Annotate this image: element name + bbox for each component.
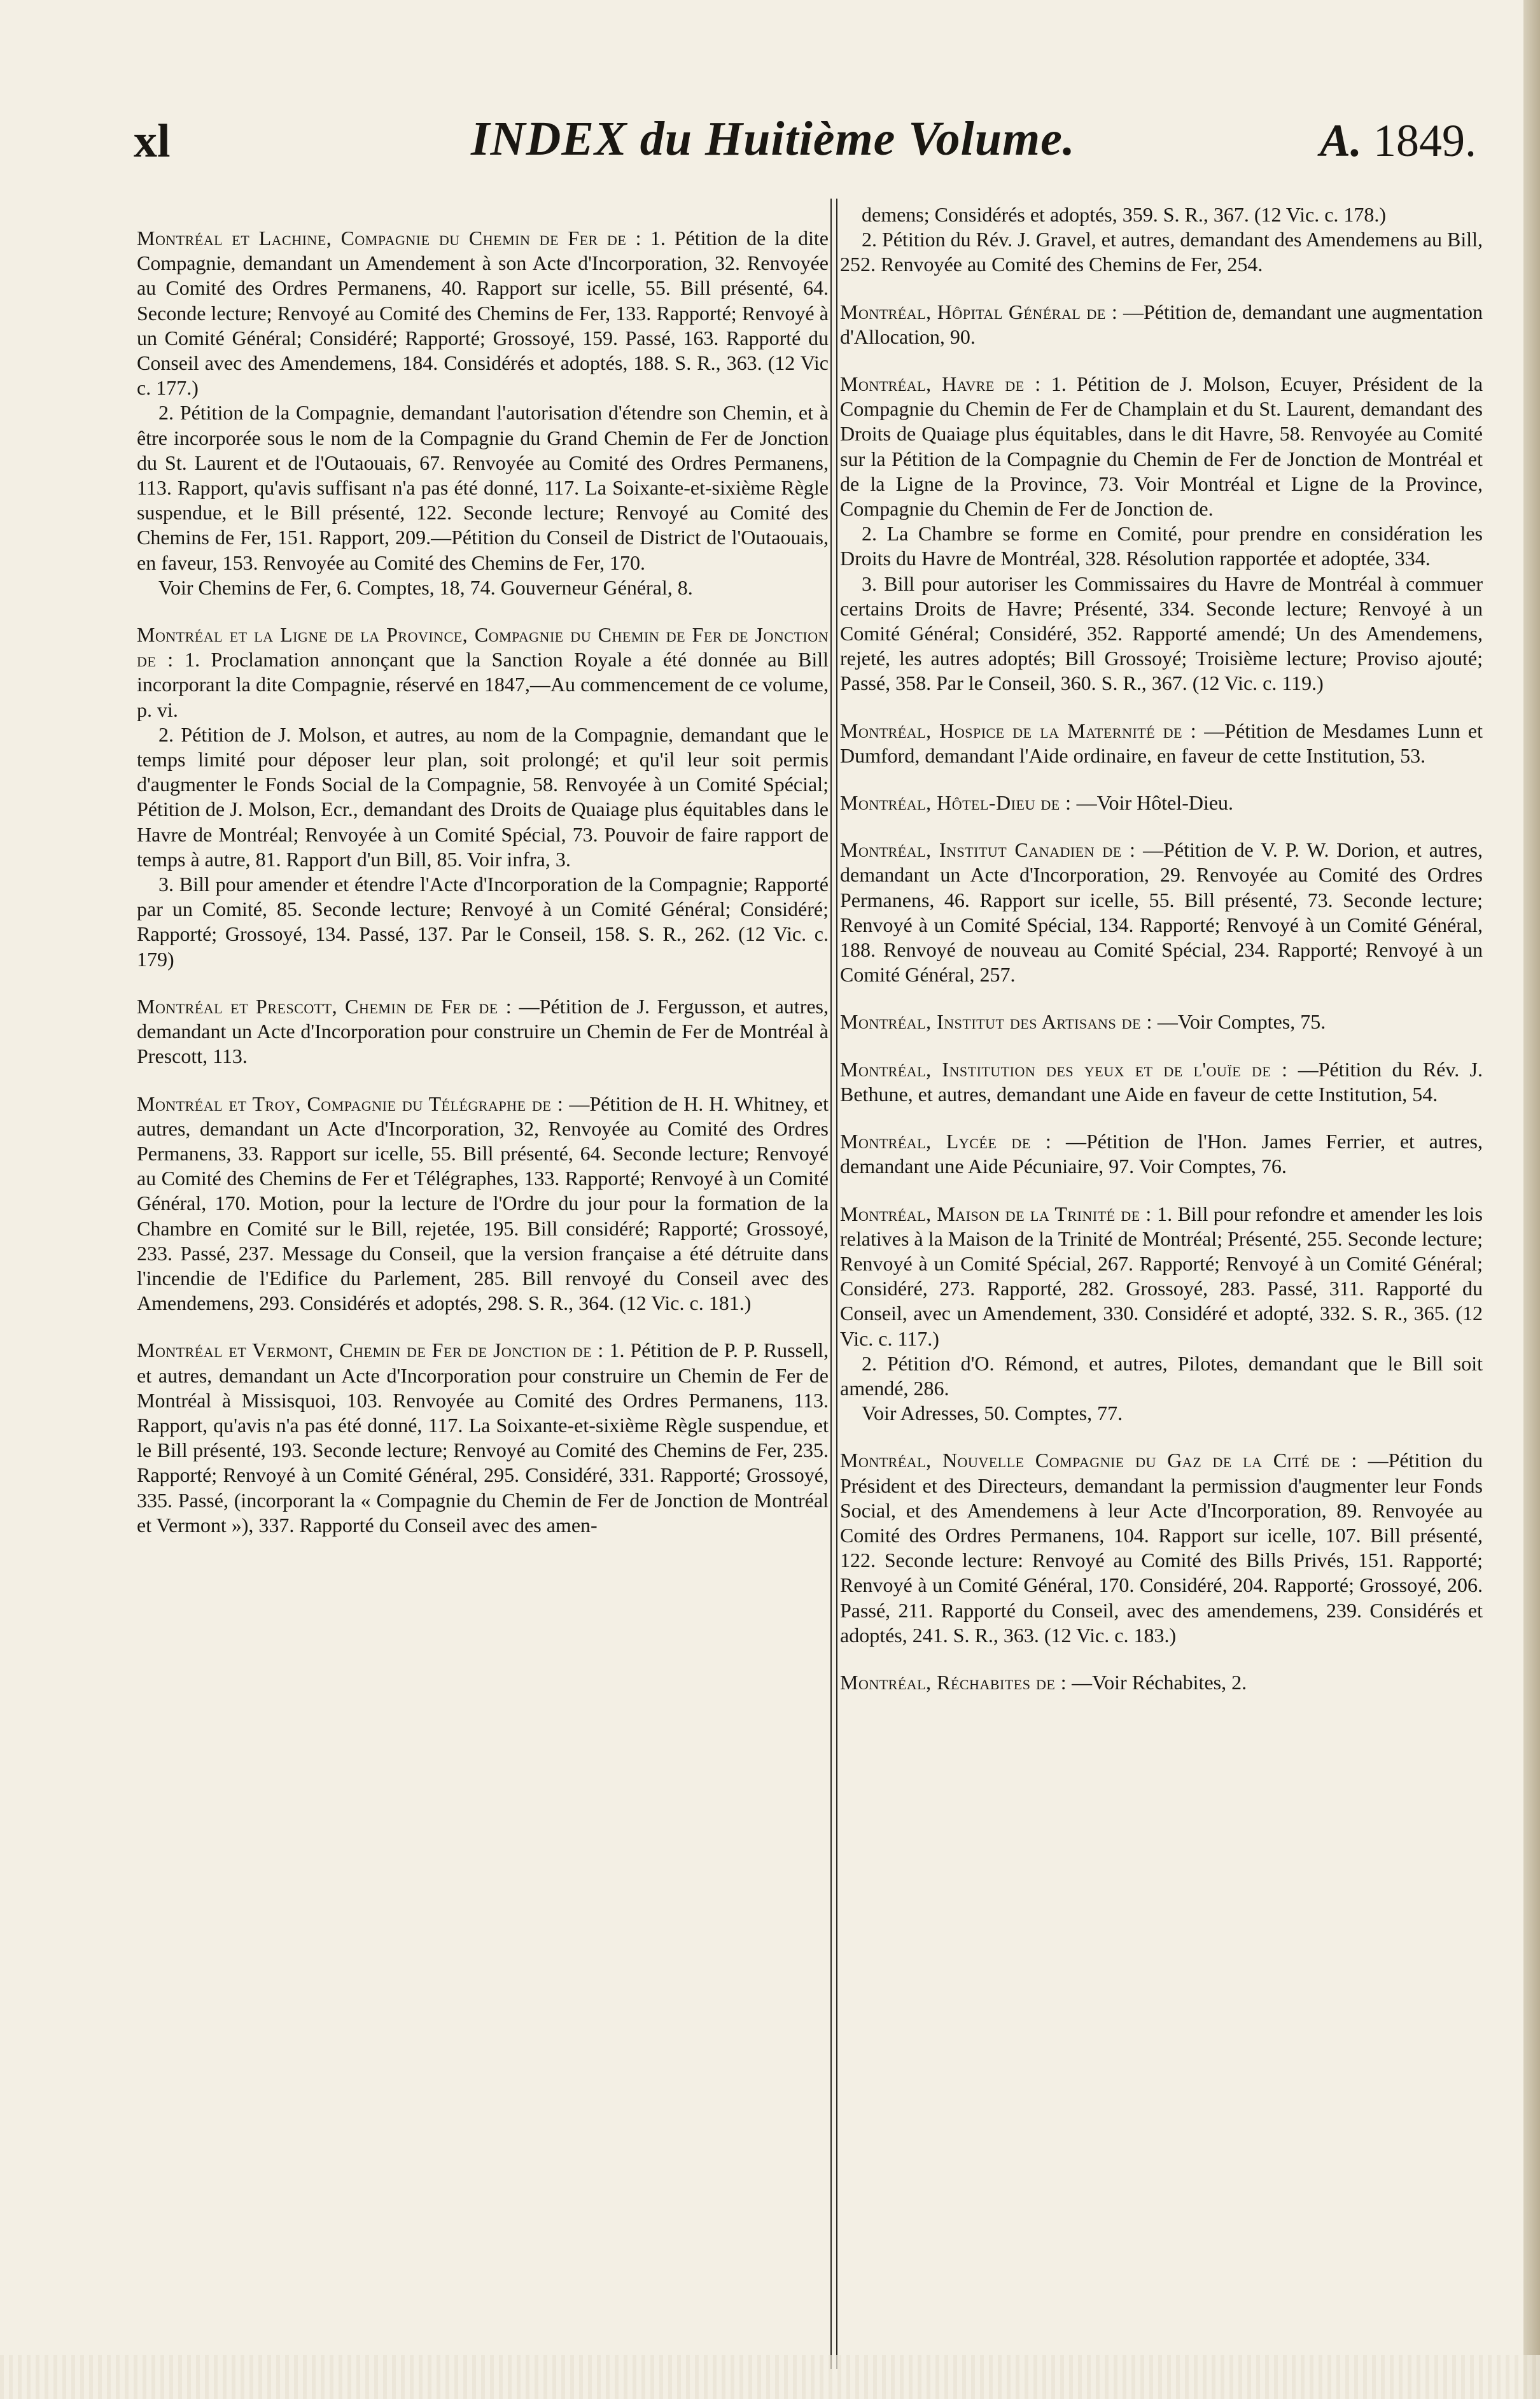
- entry-paragraph: [137, 1338, 829, 1538]
- entry-paragraph: [840, 372, 1483, 521]
- index-entry: [840, 1202, 1483, 1426]
- index-entry: [840, 1057, 1483, 1107]
- page-edge: [1523, 0, 1540, 2399]
- index-entry: [840, 1129, 1483, 1179]
- entry-paragraph: [840, 227, 1483, 277]
- entry-text: 1. Bill pour refondre et amender les lois relatives à la Maison de la Trinité de Montréal; Présenté, 255. Seconde lecture; Renvoyé à un Comité Spécial, 267. Rapporté; Renvoyé à un Comité Général; Considéré, 273. Rapporté, 282. Grossoyé, 283. Passé, 311. Rapporté du Conseil, avec un Amendement, 330. Considéré et adopté, 332. S. R., 365. (12 Vic. c. 117.): [840, 1202, 1483, 1350]
- entry-heading: Montréal, Institut Canadien de :: [840, 838, 1136, 862]
- entry-paragraph: [137, 872, 829, 972]
- entry-heading: Montréal et Troy, Compagnie du Télégraphe de :: [137, 1092, 564, 1115]
- entry-heading: Montréal, Hôtel-Dieu de :: [840, 791, 1072, 815]
- entry-text: 1. Pétition de J. Molson, Ecuyer, Président de la Compagnie du Chemin de Fer de Champlain et du St. Laurent, demandant des Droits de Quaiage plus équitables, dans le dit Havre, 58. Renvoyée au Comité sur la Pétition de la Compagnie du Chemin de Fer de Jonction de Montréal et de la Ligne de la Province, 73. Voir Montréal et Ligne de la Province, Compagnie du Chemin de Fer de Jonction de.: [840, 372, 1483, 521]
- index-entry: [840, 300, 1483, 349]
- entry-text: Voir Adresses, 50. Comptes, 77.: [862, 1402, 1123, 1425]
- entry-paragraph: [840, 202, 1483, 227]
- entry-paragraph: [840, 1057, 1483, 1107]
- entry-text: —Pétition du Président et des Directeurs, demandant la permission d'augmenter leur Fonds Social, et des Amendemens à leur Acte d'Incorporation, 89. Renvoyée au Comité des Ordres Permanens, 104. Rapport sur icelle, 107. Bill présenté, 122. Seconde lecture: Renvoyé au Comité des Bills Privés, 151. Rapporté; Renvoyé à un Comité Général, 170. Considéré, 204. Rapporté; Grossoyé, 206. Passé, 211. Rapporté du Conseil, avec des amendemens, 239. Considérés et adoptés, 241. S. R., 363. (12 Vic. c. 183.): [840, 1449, 1483, 1647]
- entry-text: —Voir Comptes, 75.: [1157, 1010, 1326, 1034]
- entry-heading: Montréal, Maison de la Trinité de :: [840, 1202, 1152, 1225]
- entry-text: —Voir Hôtel-Dieu.: [1076, 791, 1234, 815]
- entry-text: —Voir Réchabites, 2.: [1072, 1670, 1247, 1694]
- entry-text: 2. Pétition de la Compagnie, demandant l'autorisation d'étendre son Chemin, et à être incorporée sous le nom de la Compagnie du Grand Chemin de Fer de Jonction du St. Laurent et de l'Outaouais, 67. Renvoyée au Comité des Ordres Permanens, 113. Rapport, qu'avis suffisant n'a pas été donné, 117. La Soixante-et-sixième Règle suspendue, et le Bill présenté, 122. Seconde lecture; Renvoyé au Comité des Chemins de Fer, 151. Rapport, 209.—Pétition du Conseil de District de l'Outaouais, en faveur, 153. Renvoyée au Comité des Chemins de Fer, 170.: [137, 401, 829, 574]
- entry-heading: Montréal et la Ligne de la Province, Compagnie du Chemin de Fer de Jonction de :: [137, 623, 829, 672]
- entry-paragraph: [137, 226, 829, 400]
- year-prefix: A.: [1319, 115, 1362, 166]
- entry-heading: Montréal et Vermont, Chemin de Fer de Jonction de :: [137, 1339, 604, 1362]
- left-column: [137, 226, 829, 1560]
- entry-paragraph: [840, 1670, 1483, 1695]
- page-bottom-margin: [0, 2355, 1540, 2399]
- entry-paragraph: [840, 791, 1483, 815]
- entry-paragraph: [840, 521, 1483, 571]
- entry-paragraph: [137, 1092, 829, 1316]
- entry-text: 1. Pétition de la dite Compagnie, demandant un Amendement à son Acte d'Incorporation, 32. Renvoyée au Comité des Ordres Permanens, 40. Rapport sur icelle, 55. Bill présenté, 64. Seconde lecture; Renvoyé au Comité des Chemins de Fer, 133. Rapporté; Renvoyé à un Comité Général; Considéré; Rapporté; Grossoyé, 159. Passé, 163. Rapporté du Conseil avec des Amendemens, 184. Considérés et adoptés, 188. S. R., 363. (12 Vic c. 177.): [137, 227, 829, 400]
- entry-paragraph: [137, 994, 829, 1069]
- entry-text: Voir Chemins de Fer, 6. Comptes, 18, 74. Gouverneur Général, 8.: [158, 575, 693, 599]
- entry-text: —Pétition de V. P. W. Dorion, et autres, demandant un Acte d'Incorporation, 29. Renvoyée au Comité des Ordres Permanens, 46. Rapport sur icelle, 55. Bill présenté, 73. Seconde lecture; Renvoyé à un Comité Spécial, 134. Rapporté; Renvoyé à un Comité Général, 188. Renvoyé de nouveau au Comité Spécial, 234. Rapporté; Renvoyé à un Comité Général, 257.: [840, 838, 1483, 987]
- entry-text: —Pétition de l'Hon. James Ferrier, et autres, demandant une Aide Pécuniaire, 97. Voir Comptes, 76.: [840, 1130, 1483, 1178]
- entry-paragraph: [137, 722, 829, 872]
- entry-heading: Montréal, Réchabites de :: [840, 1670, 1067, 1694]
- entry-paragraph: [840, 1202, 1483, 1351]
- entry-paragraph: [840, 838, 1483, 987]
- entry-text: 2. La Chambre se forme en Comité, pour prendre en considération les Droits du Havre de Montréal, 328. Résolution rapportée et adoptée, 334.: [840, 522, 1483, 570]
- page-number: xl: [134, 115, 171, 167]
- entry-paragraph: [840, 300, 1483, 349]
- entry-text: —Pétition du Rév. J. Bethune, et autres, demandant une Aide en faveur de cette Institution, 54.: [840, 1057, 1483, 1106]
- index-entry: [840, 1670, 1483, 1695]
- entry-heading: Montréal et Lachine, Compagnie du Chemin de Fer de :: [137, 227, 642, 250]
- entry-text: —Pétition de J. Fergusson, et autres, demandant un Acte d'Incorporation pour construire un Chemin de Fer de Montréal à Prescott, 113.: [137, 994, 829, 1068]
- entry-paragraph: [840, 1010, 1483, 1034]
- index-entry: [840, 791, 1483, 815]
- entry-text: 2. Pétition du Rév. J. Gravel, et autres, demandant des Amendemens au Bill, 252. Renvoyée au Comité des Chemins de Fer, 254.: [840, 228, 1483, 276]
- entry-paragraph: [840, 1351, 1483, 1401]
- year-value: 1849.: [1373, 115, 1476, 166]
- index-entry: [137, 623, 829, 972]
- page-year: [1320, 115, 1476, 167]
- entry-heading: Montréal, Lycée de :: [840, 1130, 1052, 1153]
- entry-text: 1. Pétition de P. P. Russell, et autres, demandant un Acte d'Incorporation pour construire un Chemin de Fer de Montréal à Missisquoi, 103. Renvoyée au Comité des Ordres Permanens, 113. Rapport, qu'avis n'a pas été donné, 117. La Soixante-et-sixième Règle suspendue, et le Bill présenté, 193. Seconde lecture; Renvoyé au Comité des Chemins de Fer, 235. Rapporté; Renvoyé à un Comité Général, 295. Considéré, 331. Rapporté; Grossoyé, 335. Passé, (incorporant la « Compagnie du Chemin de Fer de Jonction de Montréal et Vermont »), 337. Rapporté du Conseil avec des amen-: [137, 1339, 829, 1537]
- index-entry: [840, 719, 1483, 768]
- entry-paragraph: [840, 1448, 1483, 1648]
- entry-paragraph: [840, 572, 1483, 696]
- entry-heading: Montréal, Institution des yeux et de l'ouïe de :: [840, 1057, 1288, 1081]
- index-entry: [137, 1092, 829, 1316]
- entry-text: —Pétition de H. H. Whitney, et autres, demandant un Acte d'Incorporation, 32, Renvoyée au Comité des Ordres Permanens, 33. Rapport sur icelle, 55. Bill présenté, 64. Seconde lecture; Renvoyé au Comité des Chemins de Fer et Télégraphes, 133. Rapporté; Renvoyé à un Comité Général, 170. Motion, pour la lecture de l'Ordre du jour pour la formation de la Chambre en Comité sur le Bill, rejetée, 195. Bill considéré; Rapporté; Grossoyé, 233. Passé, 237. Message du Conseil, que la version française a été détruite dans l'incendie de l'Edifice du Parlement, 285. Bill renvoyé du Conseil avec des Amendemens, 293. Considérés et adoptés, 298. S. R., 364. (12 Vic. c. 181.): [137, 1092, 829, 1315]
- index-entry: [840, 1448, 1483, 1648]
- index-entry: [840, 1010, 1483, 1034]
- entry-paragraph: [137, 575, 829, 600]
- entry-paragraph: [137, 400, 829, 575]
- right-column: [840, 202, 1483, 1717]
- entry-paragraph: [840, 1401, 1483, 1426]
- entry-text: 2. Pétition d'O. Rémond, et autres, Pilotes, demandant que le Bill soit amendé, 286.: [840, 1351, 1483, 1400]
- entry-heading: Montréal, Havre de :: [840, 372, 1041, 396]
- index-entry: [840, 372, 1483, 696]
- index-entry: [840, 838, 1483, 987]
- entry-text: 3. Bill pour amender et étendre l'Acte d'Incorporation de la Compagnie; Rapporté par un Comité, 85. Seconde lecture; Renvoyé à un Comité Général; Considéré; Rapporté; Grossoyé, 134. Passé, 137. Par le Conseil, 158. S. R., 262. (12 Vic. c. 179): [137, 873, 829, 971]
- entry-heading: Montréal, Hôpital Général de :: [840, 300, 1118, 323]
- index-entry: [137, 994, 829, 1069]
- entry-text: demens; Considérés et adoptés, 359. S. R., 367. (12 Vic. c. 178.): [862, 203, 1387, 226]
- entry-text: 2. Pétition de J. Molson, et autres, au nom de la Compagnie, demandant que le temps limité pour déposer leur plan, soit prolongé; et qu'il leur soit permis d'augmenter le Fonds Social de la Compagnie, 58. Renvoyée à un Comité Spécial; Pétition de J. Molson, Ecr., demandant des Droits de Quaiage plus équitables dans le Havre de Montréal; Renvoyée à un Comité Spécial, 73. Pouvoir de faire rapport de temps à autre, 81. Rapport d'un Bill, 85. Voir infra, 3.: [137, 722, 829, 871]
- entry-text: —Pétition de, demandant une augmentation d'Allocation, 90.: [840, 300, 1483, 348]
- entry-heading: Montréal et Prescott, Chemin de Fer de :: [137, 994, 512, 1018]
- index-entry: [840, 202, 1483, 278]
- entry-heading: Montréal, Institut des Artisans de :: [840, 1010, 1152, 1034]
- page-header: [134, 108, 1476, 178]
- entry-paragraph: [840, 1129, 1483, 1179]
- index-entry: [137, 1338, 829, 1538]
- entry-text: —Pétition de Mesdames Lunn et Dumford, demandant l'Aide ordinaire, en faveur de cette Institution, 53.: [840, 719, 1483, 767]
- entry-heading: Montréal, Nouvelle Compagnie du Gaz de la Cité de :: [840, 1449, 1357, 1472]
- entry-paragraph: [840, 719, 1483, 768]
- entry-text: 3. Bill pour autoriser les Commissaires du Havre de Montréal à commuer certains Droits de Havre; Présenté, 334. Seconde lecture; Renvoyé à un Comité Général; Considéré, 352. Rapporté amendé; Un des Amendemens, rejeté, les autres adoptés; Bill Grossoyé; Troisième lecture; Proviso ajouté; Passé, 358. Par le Conseil, 360. S. R., 367. (12 Vic. c. 119.): [840, 572, 1483, 695]
- page-title: INDEX du Huitième Volume.: [471, 112, 1075, 165]
- index-entry: [137, 226, 829, 600]
- entry-paragraph: [137, 623, 829, 722]
- column-divider: [830, 199, 837, 2369]
- entry-heading: Montréal, Hospice de la Maternité de :: [840, 719, 1197, 742]
- entry-text: 1. Proclamation annonçant que la Sanction Royale a été donnée au Bill incorporant la dite Compagnie, réservé en 1847,—Au commencement de ce volume, p. vi.: [137, 648, 829, 721]
